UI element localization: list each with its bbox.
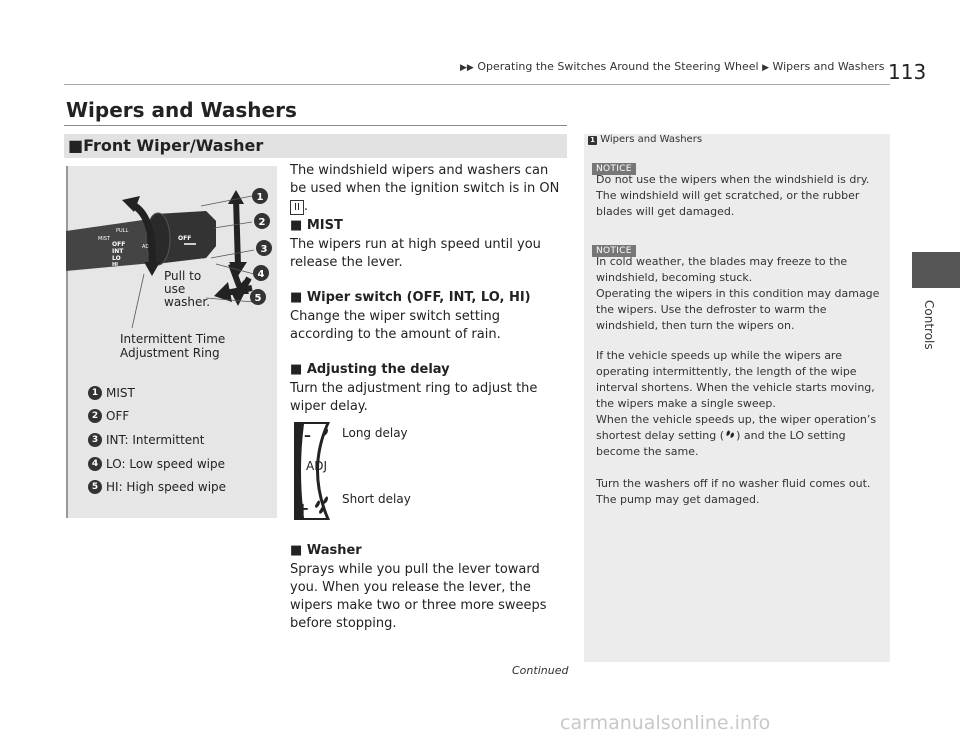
square-bullet-icon: ■ xyxy=(290,218,307,233)
adjust-delay-text: Turn the adjustment ring to adjust the wiper delay. xyxy=(290,381,538,414)
legend-item: 1 MIST xyxy=(88,386,135,400)
note-para3: Turn the washers off if no washer fluid comes out. The pump may get damaged. xyxy=(596,477,871,506)
lever-label-off: OFF xyxy=(112,241,126,248)
washer-text: Sprays while you pull the lever toward you. When you release the lever, the wipers make two or three more sweeps before stopping. xyxy=(290,562,547,631)
ring-label: Intermittent Time Adjustment Ring xyxy=(120,332,226,360)
drop-icon xyxy=(724,429,736,441)
ignition-switch-symbol: II xyxy=(290,200,304,215)
adj-ring-illustration xyxy=(290,420,340,522)
breadcrumb-part2[interactable]: Wipers and Washers xyxy=(772,60,885,73)
long-delay-label: Long delay xyxy=(342,426,408,440)
pull-washer-label: Pull to use washer. xyxy=(164,269,211,309)
callout-3: 3 xyxy=(260,244,268,255)
square-bullet-icon: ■ xyxy=(290,362,307,377)
plus-sign: + xyxy=(296,499,310,518)
mist-text: The wipers run at high speed until you release the lever. xyxy=(290,237,541,270)
breadcrumb xyxy=(460,60,885,73)
note-marker-icon: 1 xyxy=(588,136,597,145)
lever-label-int: INT xyxy=(112,248,124,255)
legend-item: 5 HI: High speed wipe xyxy=(88,480,226,494)
short-delay-label: Short delay xyxy=(342,492,411,506)
square-bullet-icon: ■ xyxy=(290,290,307,305)
continued-label: Continued xyxy=(512,664,569,677)
legend-item: 4 LO: Low speed wipe xyxy=(88,457,225,471)
square-bullet-icon: ■ xyxy=(290,543,307,558)
callout-4: 4 xyxy=(257,269,265,280)
legend-item: 2 OFF xyxy=(88,409,129,423)
notice-badge: NOTICE xyxy=(592,238,636,257)
adj-label: ADJ xyxy=(306,459,327,473)
page-number: 113 xyxy=(888,60,927,84)
square-bullet-icon: ■ xyxy=(68,136,84,155)
callout-1: 1 xyxy=(256,192,264,203)
callout-2: 2 xyxy=(258,217,266,228)
title-divider xyxy=(64,125,567,126)
notice-badge: NOTICE xyxy=(592,156,636,175)
note-para2: When the vehicle speeds up, the wiper operation’s shortest delay setting ( ) and the LO setting become the same. xyxy=(596,413,877,458)
chapter-tab[interactable] xyxy=(912,252,960,288)
notes-heading: 1 Wipers and Washers xyxy=(588,134,702,145)
breadcrumb-arrow-icon: ▶ xyxy=(762,63,769,73)
heading-adjust-delay: ■ Adjusting the delay xyxy=(290,362,450,377)
lever-label-pull: PULL xyxy=(116,228,129,234)
callout-5: 5 xyxy=(254,293,262,304)
note-para1: If the vehicle speeds up while the wipers are operating intermittently, the length of the wipe interval shortens. When the vehicle starts moving, the wipers make a single sweep. xyxy=(596,349,875,410)
lever-label-adj: ADJ xyxy=(142,244,151,250)
notice2-text: In cold weather, the blades may freeze to the windshield, becoming stuck. Operating the wipers in this condition may damage the wipers. Use the defroster to warm the windshield, then turn the wipers on. xyxy=(596,255,880,332)
lever-label-lo: LO xyxy=(112,255,121,262)
lever-label-washer-off: OFF xyxy=(178,235,192,242)
side-tab-label: Controls xyxy=(922,300,936,350)
legend-item: 3 INT: Intermittent xyxy=(88,433,204,447)
drop-icon xyxy=(323,496,328,504)
minus-sign: – xyxy=(304,428,311,444)
section-title: ■Front Wiper/Washer xyxy=(68,136,264,155)
intro-text: The windshield wipers and washers can be used when the ignition switch is in ON II . xyxy=(290,163,560,214)
lever-label-mist: MIST xyxy=(98,236,111,242)
breadcrumb-part1[interactable]: Operating the Switches Around the Steering Wheel xyxy=(477,60,759,73)
lever-label-hi: HI xyxy=(112,262,119,268)
header-divider xyxy=(64,84,890,85)
heading-mist: ■ MIST xyxy=(290,218,343,233)
watermark: carmanualsonline.info xyxy=(560,712,771,734)
notice1-text: Do not use the wipers when the windshield is dry. The windshield will get scratched, or the rubber blades will get damaged. xyxy=(596,173,870,218)
heading-wiper-switch: ■ Wiper switch (OFF, INT, LO, HI) xyxy=(290,290,531,305)
heading-washer: ■ Washer xyxy=(290,543,362,558)
page-title: Wipers and Washers xyxy=(66,98,297,122)
wiper-switch-text: Change the wiper switch setting according to the amount of rain. xyxy=(290,309,501,342)
breadcrumb-arrow-icon: ▶▶ xyxy=(460,63,474,73)
